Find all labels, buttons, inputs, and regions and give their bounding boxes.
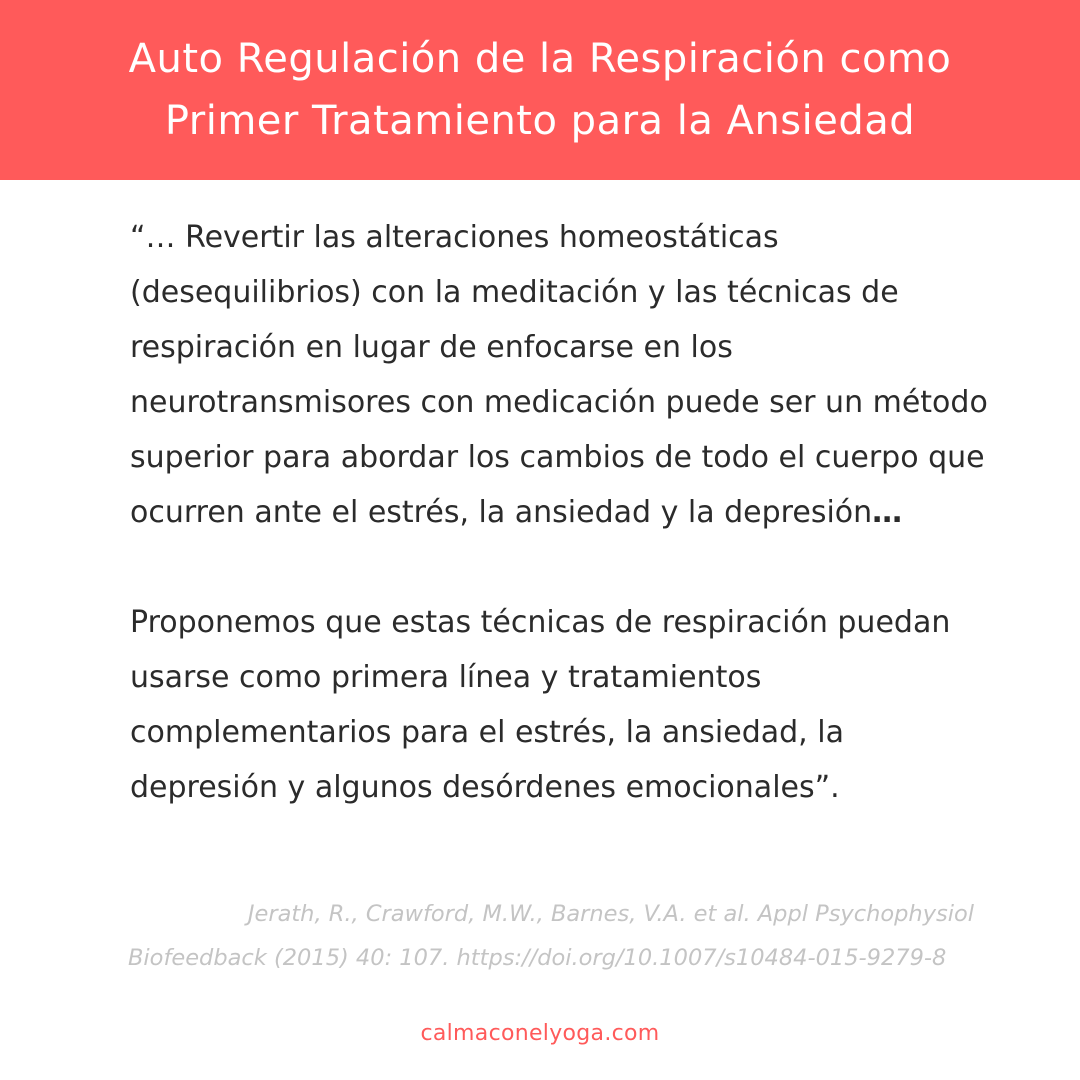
quote-paragraph-2: Proponemos que estas técnicas de respiración puedan usarse como primera línea y tratamientos complementarios para el estrés, la ansiedad, la depresión y algunos desórdenes emocionales”. <box>130 605 951 805</box>
title-banner <box>0 0 1080 180</box>
page-title <box>40 28 1040 152</box>
title-line-1: Auto Regulación de la Respiración como <box>128 36 952 82</box>
citation <box>128 892 974 980</box>
citation-line-2: Biofeedback (2015) 40: 107. https://doi.org/10.1007/s10484-015-9279-8 <box>128 945 947 971</box>
quote-ellipsis: … <box>872 495 903 530</box>
quote-paragraph-1-text: “… Revertir las alteraciones homeostáticas (desequilibrios) con la meditación y las técnicas de respiración en lugar de enfocarse en los neurotransmisores con medicación puede ser un método superior para abordar los cambios de todo el cuerpo que ocurren ante el estrés, la ansiedad y la depresión <box>130 220 988 530</box>
footer-website: calmaconelyoga.com <box>420 1021 660 1046</box>
quote-paragraph-1 <box>130 210 990 540</box>
citation-line-1: Jerath, R., Crawford, M.W., Barnes, V.A. et al. Appl Psychophysiol <box>247 901 974 927</box>
quote-block <box>130 210 990 815</box>
title-line-2: Primer Tratamiento para la Ansiedad <box>164 98 916 144</box>
